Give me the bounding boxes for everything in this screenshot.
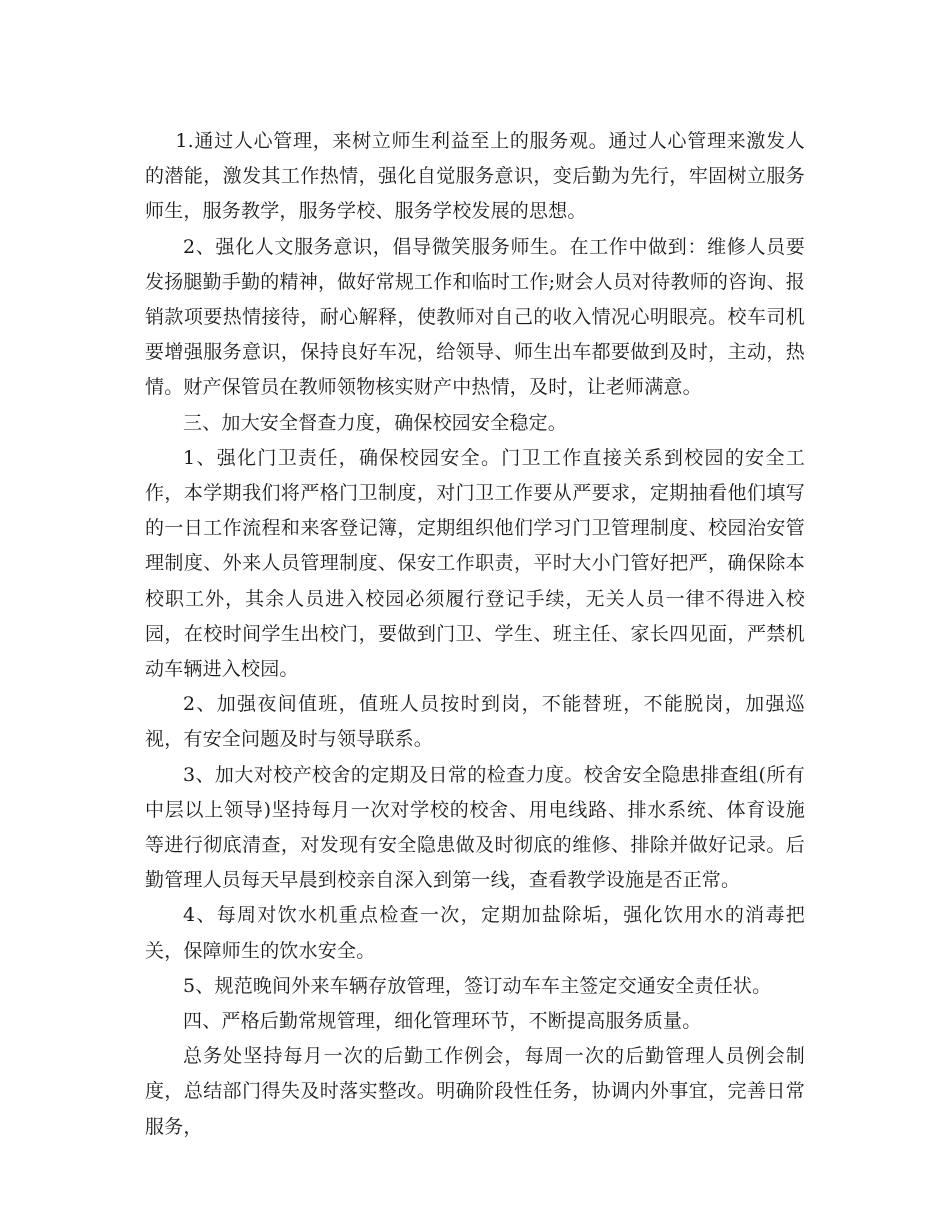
section-heading-3: 三、加大安全督查力度，确保校园安全稳定。 [183,411,568,434]
paragraph-4: 1、强化门卫责任，确保校园安全。门卫工作直接关系到校园的安全工作，本学期我们将严格门卫制度，对门卫工作要从严要求，定期抽看他们填写的一日工作流程和来客登记簿，定期组织他们学习门卫管理制度、校园治安管理制度、外来人员管理制度、保安工作职责，平时大小门管好把严，确保除本校职工外，其余人员进入校园必须履行登记手续，无关人员一律不得进入校园，在校时间学生出校门，要做到门卫、学生、班主任、家长四见面，严禁机动车辆进入校园。 [145,446,805,681]
section-heading-4: 四、严格后勤常规管理，细化管理环节，不断提高服务质量。 [183,1010,702,1033]
document-body [145,124,805,1145]
paragraph-5: 2、加强夜间值班，值班人员按时到岗，不能替班，不能脱岗，加强巡视，有安全问题及时与领导联系。 [145,693,805,751]
paragraph-7: 4、每周对饮水机重点检查一次，定期加盐除垢，强化饮用水的消毒把关，保障师生的饮水安全。 [145,904,805,962]
paragraph-1: 1.通过人心管理，来树立师生利益至上的服务观。通过人心管理来激发人的潜能，激发其工作热情，强化自觉服务意识，变后勤为先行，牢固树立服务师生，服务教学，服务学校、服务学校发展的思想。 [145,130,805,223]
paragraph-2: 2、强化人文服务意识，倡导微笑服务师生。在工作中做到：维修人员要发扬腿勤手勤的精神，做好常规工作和临时工作;财会人员对待教师的咨询、报销款项要热情接待，耐心解释，使教师对自己的收入情况心明眼亮。校车司机要增强服务意识，保持良好车况，给领导、师生出车都要做到及时，主动，热情。财产保管员在教师领物核实财产中热情，及时，让老师满意。 [145,235,805,399]
paragraph-10: 总务处坚持每月一次的后勤工作例会，每周一次的后勤管理人员例会制度，总结部门得失及时落实整改。明确阶段性任务，协调内外事宜，完善日常服务， [145,1045,805,1138]
paragraph-8: 5、规范晚间外来车辆存放管理，签订动车车主签定交通安全责任状。 [183,974,772,997]
paragraph-6: 3、加大对校产校舍的定期及日常的检查力度。校舍安全隐患排查组(所有中层以上领导)坚持每月一次对学校的校舍、用电线路、排水系统、体育设施等进行彻底清查，对发现有安全隐患做及时彻底的维修、排除并做好记录。后勤管理人员每天早晨到校亲自深入到第一线，查看教学设施是否正常。 [145,763,805,892]
